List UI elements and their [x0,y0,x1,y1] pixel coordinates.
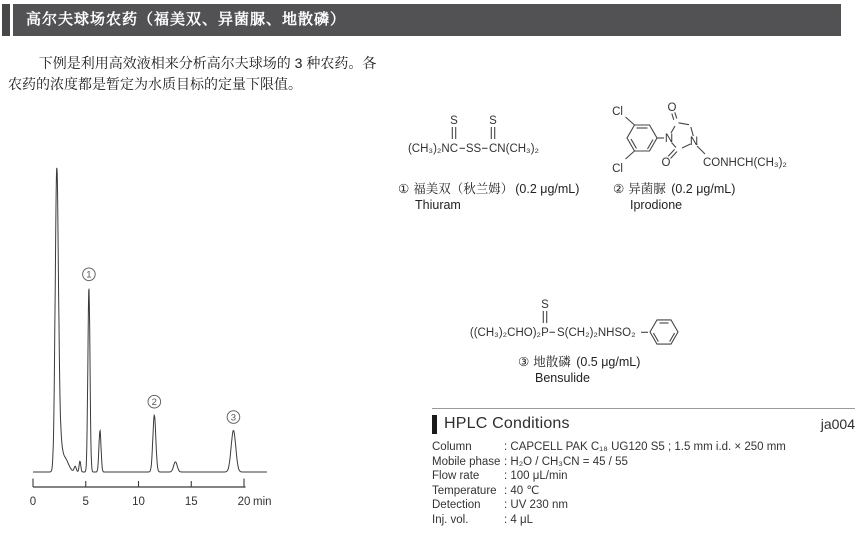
iprodione-structure [606,94,791,189]
peak-label-number: 3 [230,412,237,424]
sulfur-atom: S [541,299,549,311]
compound-name-en: Iprodione [630,197,683,212]
chlorine-atom: Cl [612,163,623,175]
compound-caption-thiuram [398,182,579,213]
header-accent-bar [2,4,10,36]
caption-line-cn: ② 异菌脲 (0.2 μg/mL) [613,182,736,196]
nitrogen-atom: N [664,133,674,145]
x-tick-label: 0 [29,496,37,508]
nitrogen-atom: N [689,136,699,148]
compound-number: ② [613,182,625,196]
hplc-row: Column : CAPCELL PAK C₁₈ UG120 S5 ; 1.5 mm i.d. × 250 mm [432,441,786,453]
hplc-row: Mobile phase : H₂O / CH₃CN = 45 / 55 [432,455,628,468]
compound-name-en: Bensulide [535,370,590,385]
hplc-conditions-panel [432,408,855,528]
compound-number: ① [398,182,410,196]
page-title-bar [13,4,841,36]
thiuram-structure [396,108,596,170]
peak-label-number: 2 [151,397,157,409]
chlorine-atom: Cl [612,106,623,118]
formula-left: (CH₃)₂NC [407,143,458,155]
compound-number: ③ [518,355,530,369]
caption-line-cn: ③ 地散磷 (0.5 μg/mL) [518,355,641,369]
sulfur-atom: S [489,115,497,127]
hplc-row: Temperature : 40 ℃ [432,484,540,497]
formula-right: CN(CH₃)₂ [489,143,540,155]
x-tick-label: 20 [237,496,251,508]
formula-right: S(CH₂)₂NHSO₂ [557,327,636,339]
hplc-conditions-header [432,413,855,435]
hplc-row: Flow rate : 100 μL/min [432,470,568,483]
compound-caption-bensulide [518,355,640,386]
formula-mid: SS [465,143,482,155]
x-tick-label: 15 [184,496,198,508]
oxygen-atom: O [661,157,671,169]
x-tick-label: 10 [132,496,145,508]
hplc-conditions-title: HPLC Conditions [444,415,570,432]
peak-label-number: 1 [86,269,92,281]
formula-tail: CONHCH(CH₃)₂ [703,157,787,169]
hplc-title-flag [432,415,437,434]
intro-paragraph [8,53,458,95]
oxygen-atom: O [667,102,677,114]
hplc-row: Detection : UV 230 nm [432,499,568,512]
sulfur-atom: S [450,115,458,127]
bensulide-structure [448,294,733,352]
hplc-row: Inj. vol. : 4 μL [432,513,534,526]
compound-caption-iprodione [613,182,735,213]
x-tick-label: 5 [82,496,89,508]
x-axis-unit-label: min [253,496,272,508]
chromatogram-trace [33,168,267,472]
formula-left: ((CH₃)₂CHO)₂ [469,327,541,339]
compound-name-en: Thiuram [415,197,461,212]
intro-line-1: 下例是利用高效液相来分析高尔夫球场的 3 种农药。各 [38,55,377,71]
method-code: ja004 [820,416,855,432]
chromatogram [28,148,288,520]
intro-line-2: 农药的浓度都是暂定为水质目标的定量下限值。 [8,76,302,92]
page-title: 高尔夫球场农药（福美双、异菌脲、地散磷） [26,11,347,28]
phosphorus-atom: P [541,327,549,339]
caption-line-cn: ① 福美双（秋兰姆） (0.2 μg/mL) [398,182,580,196]
hplc-conditions-table [432,440,855,528]
